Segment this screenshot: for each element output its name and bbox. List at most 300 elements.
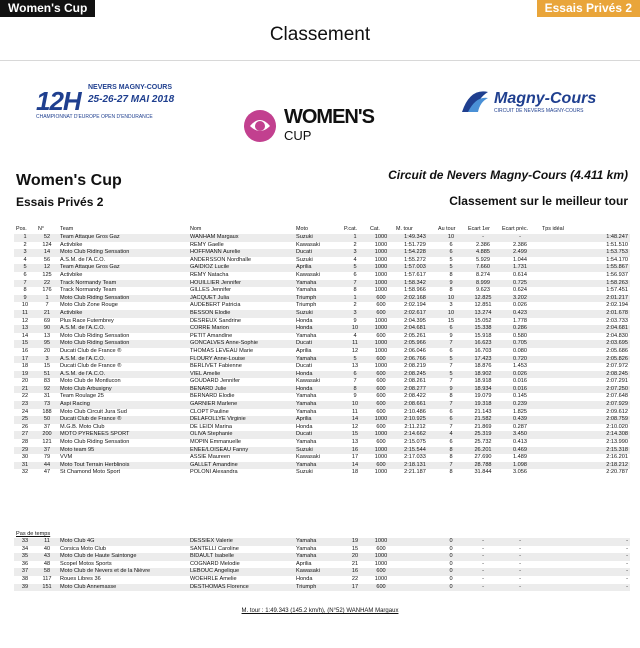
table-cell: 2:18.131 (394, 462, 436, 470)
table-row (14, 249, 630, 257)
table-cell: Moto Club Riding Sensation (58, 249, 188, 257)
table-cell: 7.660 (466, 264, 500, 272)
table-cell: 1000 (368, 340, 394, 348)
table-cell: 1:53.753 (540, 249, 630, 257)
table-cell: Ducati (294, 431, 342, 439)
table-cell: 0.439 (500, 416, 540, 424)
table-row (14, 340, 630, 348)
table-cell: - (466, 584, 500, 592)
table-cell: 600 (376, 332, 386, 339)
table-cell: - (519, 560, 521, 567)
table-cell: 0 (436, 538, 466, 546)
womens-cup-logo-line1: WOMEN'S (284, 106, 374, 128)
table-cell: GONCALVES Anne-Sophie (188, 340, 294, 348)
table-cell (394, 576, 436, 584)
table-cell: - (466, 553, 500, 561)
table-cell: 90 (36, 325, 58, 333)
table-cell: DELAFOLLYE Virginie (188, 416, 294, 424)
table-cell: 2:04.395 (404, 317, 426, 324)
table-cell: OLIVA Stephanie (188, 431, 294, 439)
table-cell: 2:09.612 (606, 408, 628, 415)
event-logo-dates: 25-26-27 MAI 2018 (88, 94, 175, 105)
table-cell: 1:57.451 (606, 287, 628, 294)
table-cell: 18.902 (466, 371, 500, 379)
table-row (14, 454, 630, 462)
table-cell: 2:01.217 (540, 295, 630, 303)
table-cell: 16.703 (474, 347, 492, 354)
table-row (14, 568, 630, 576)
table-cell (394, 553, 436, 561)
table-cell: 600 (368, 310, 394, 318)
table-cell: 8 (449, 287, 453, 294)
table-cell: 600 (376, 423, 386, 430)
table-cell: 1000 (374, 347, 388, 354)
table-cell: 3 (14, 249, 36, 257)
table-cell: 2:04.830 (606, 332, 628, 339)
table-cell: 1 (36, 295, 58, 303)
table-cell: Activbike (60, 271, 83, 278)
table-cell: 26 (21, 423, 29, 430)
table-row (14, 264, 630, 272)
table-cell: 2:02.168 (394, 295, 436, 303)
table-cell: 8 (436, 447, 466, 455)
table-row (14, 439, 630, 447)
table-cell: 1:57.617 (404, 271, 426, 278)
table-row (14, 348, 630, 356)
table-row (14, 318, 630, 326)
table-cell: Moto Club Zone Rouge (60, 302, 118, 309)
results-table (14, 224, 630, 477)
table-cell: 18 (21, 363, 29, 370)
circuit-emblem-icon (460, 86, 490, 116)
table-cell: Yamaha (294, 356, 342, 364)
table-cell: 3.056 (513, 469, 527, 476)
table-cell: 2 (353, 302, 357, 309)
table-cell: 7 (449, 423, 453, 430)
table-cell: 2:07.648 (606, 393, 628, 400)
table-cell: Moto Club de Nevers et de la Nièvre (58, 568, 188, 576)
table-cell: 13.274 (466, 310, 500, 318)
table-cell: 0.725 (500, 280, 540, 288)
table-cell: 35 (14, 553, 36, 561)
table-cell: Moto Club Riding Sensation (60, 332, 130, 339)
table-cell: 600 (368, 295, 394, 303)
table-cell: - (500, 234, 540, 242)
womens-cup-logo-line2: CUP (284, 128, 312, 143)
table-cell: 1 (342, 234, 368, 242)
table-cell: 4 (353, 256, 357, 263)
table-cell: 1.489 (513, 454, 527, 461)
table-cell: 0.239 (500, 401, 540, 409)
table-cell: 15 (14, 340, 36, 348)
table-cell: Aspi Racing (58, 401, 188, 409)
table-cell: Yamaha (296, 408, 317, 415)
table-cell: Yamaha (294, 462, 342, 470)
table-cell: 4 (353, 332, 357, 339)
table-cell: 2:06.766 (394, 356, 436, 364)
table-cell: 13 (351, 363, 359, 370)
table-cell: 8 (449, 454, 453, 461)
table-row (14, 584, 630, 592)
event-logo (36, 82, 206, 122)
table-cell: WOEHRLE Amelie (190, 575, 237, 582)
table-cell: 44 (36, 462, 58, 470)
table-cell: 2:02.617 (394, 310, 436, 318)
table-cell: Suzuki (296, 256, 313, 263)
table-cell: 2:05.261 (404, 332, 426, 339)
table-cell: 600 (368, 401, 394, 409)
table-cell (394, 584, 436, 592)
table-cell: 0.423 (500, 310, 540, 318)
table-cell: - (466, 538, 500, 546)
column-header: N° (38, 226, 45, 232)
table-cell: 188 (42, 408, 52, 415)
table-row (14, 325, 630, 333)
table-cell: Honda (296, 575, 313, 582)
table-cell: FLOURY Anne-Louise (188, 356, 294, 364)
table-cell: MOTO PYRENEES SPORT (58, 431, 188, 439)
table-cell: 1:58.342 (394, 280, 436, 288)
ranking-method: Classement sur le meilleur tour (449, 194, 628, 208)
table-cell: 1:55.272 (404, 256, 426, 263)
table-cell: 124 (42, 241, 52, 248)
table-cell: Suzuki (294, 447, 342, 455)
womens-cup-emblem-icon (240, 106, 280, 146)
table-cell: 15 (447, 317, 455, 324)
table-row (14, 424, 630, 432)
table-cell: Yamaha (296, 393, 317, 400)
column-header: Au tour (438, 226, 456, 232)
table-cell: 16.623 (466, 340, 500, 348)
table-cell: 56 (43, 256, 51, 263)
table-cell: 1000 (374, 560, 388, 567)
table-cell: 22 (36, 280, 58, 288)
table-cell: Honda (296, 423, 313, 430)
table-cell: 0.624 (513, 287, 527, 294)
table-cell: JACQUET Julia (188, 295, 294, 303)
table-cell: A.S.M. de l'A.C.O. (60, 256, 106, 263)
table-cell: 12 (351, 347, 359, 354)
table-cell: 2:15.075 (404, 439, 426, 446)
table-cell: Yamaha (294, 401, 342, 409)
document-title: Women's Cup (16, 172, 122, 189)
table-cell: Kawasaki (294, 568, 342, 576)
table-cell (394, 546, 436, 554)
table-cell: 2:21.187 (404, 469, 426, 476)
table-cell: 6 (449, 241, 453, 248)
table-cell: - (500, 568, 540, 576)
table-cell: 11 (14, 310, 36, 318)
table-cell: - (626, 560, 628, 567)
table-cell: Triumph (296, 302, 317, 309)
table-cell: 2:04.681 (394, 325, 436, 333)
table-cell: Track Normandy Team (60, 287, 117, 294)
table-cell: 1:56.937 (606, 271, 628, 278)
table-cell: 1000 (368, 538, 394, 546)
table-cell: HOUILLIER Jennifer (188, 280, 294, 288)
table-cell: DESTHOMAS Florence (188, 584, 294, 592)
table-cell: 26.201 (466, 447, 500, 455)
session-tag[interactable]: Essais Privés 2 (537, 0, 640, 17)
table-cell: 1.731 (500, 264, 540, 272)
table-cell: 21.143 (474, 408, 492, 415)
table-cell: 11 (36, 538, 58, 546)
table-cell: 1:51.510 (606, 241, 628, 248)
table-cell: 7 (436, 462, 466, 470)
table-cell: Team Attaque Gros Gaz (58, 234, 188, 242)
table-cell: Kawasaki (296, 454, 320, 461)
table-row (14, 416, 630, 424)
table-cell: 0.469 (500, 447, 540, 455)
table-cell: Triumph (294, 584, 342, 592)
table-row (14, 234, 630, 242)
table-cell: 0.614 (513, 271, 527, 278)
table-cell: 15 (342, 431, 368, 439)
table-cell: Corsica Moto Club (60, 545, 107, 552)
table-cell: 37 (36, 447, 58, 455)
table-cell: Team Roulage 25 (60, 393, 104, 400)
table-cell: 3.450 (500, 431, 540, 439)
table-cell: BESSON Elodie (188, 310, 294, 318)
table-cell: 600 (368, 371, 394, 379)
table-cell: 4.885 (466, 249, 500, 257)
table-cell: Yamaha (296, 545, 317, 552)
table-cell: 125 (42, 271, 52, 278)
table-cell: Scopel Motos Sports (60, 560, 112, 567)
table-cell: 3.202 (500, 295, 540, 303)
table-cell: Roues Libres 36 (60, 575, 101, 582)
table-cell: 121 (42, 439, 52, 446)
table-cell: Track Normandy Team (58, 280, 188, 288)
table-cell: 7 (45, 302, 49, 309)
table-cell: 1000 (374, 271, 388, 278)
table-cell: 22 (351, 575, 359, 582)
table-row (14, 295, 630, 303)
table-cell: 21.869 (474, 423, 492, 430)
table-cell (394, 561, 436, 569)
table-cell: 1:57.003 (394, 264, 436, 272)
table-cell: 48 (43, 560, 51, 567)
table-cell: REMY Gaelle (190, 241, 224, 248)
table-cell: 5 (342, 356, 368, 364)
table-cell: 1000 (374, 469, 388, 476)
table-cell: Ducati Club de France ® (58, 416, 188, 424)
table-cell: 2:07.972 (606, 363, 628, 370)
table-cell: 2:17.033 (404, 454, 426, 461)
table-cell: 1.044 (513, 256, 527, 263)
table-cell: 15.052 (474, 317, 492, 324)
table-cell: 43 (36, 553, 58, 561)
table-cell: - (466, 234, 500, 242)
top-bar (0, 0, 640, 18)
table-cell: 28 (21, 439, 29, 446)
table-cell: 16 (342, 568, 368, 576)
table-cell: 15 (43, 363, 51, 370)
table-cell: 9 (353, 393, 357, 400)
table-cell: 17.423 (466, 356, 500, 364)
table-cell: 19 (14, 371, 36, 379)
table-row (14, 242, 630, 250)
table-cell: Aprilia (294, 416, 342, 424)
table-cell: Kawasaki (296, 271, 320, 278)
table-cell: 1000 (368, 553, 394, 561)
table-cell: 2:16.201 (606, 454, 628, 461)
table-cell: 0.705 (500, 340, 540, 348)
table-cell: 0 (449, 575, 453, 582)
table-cell: 13 (14, 325, 36, 333)
womens-cup-logo (240, 102, 390, 154)
table-cell: - (540, 538, 630, 546)
table-cell: - (500, 538, 540, 546)
table-cell: 31 (43, 393, 51, 400)
table-cell: Moto Club Arbusigny (58, 386, 188, 394)
table-cell: CORRE Marion (188, 325, 294, 333)
table-cell: Moto Club 4G (58, 538, 188, 546)
table-cell: 9.623 (476, 287, 490, 294)
table-cell: THOMAS LEVEAU Marie (190, 347, 254, 354)
table-cell: 600 (376, 439, 386, 446)
table-cell: 5.929 (476, 256, 490, 263)
table-cell: - (466, 568, 500, 576)
table-row (14, 333, 630, 341)
table-cell: Yamaha (296, 439, 317, 446)
table-cell: 8 (23, 287, 27, 294)
table-cell: 25.732 (474, 439, 492, 446)
table-cell: 58 (36, 568, 58, 576)
table-cell: 79 (43, 454, 51, 461)
table-cell: 83 (43, 378, 51, 385)
table-cell: 1:54.228 (394, 249, 436, 257)
table-cell: ASSIE Maureen (190, 454, 231, 461)
table-cell: Moto team 95 (58, 447, 188, 455)
table-cell: 2:15.318 (540, 447, 630, 455)
table-cell: 0.580 (513, 332, 527, 339)
table-cell: 20 (342, 553, 368, 561)
table-cell: DE LEIDI Marina (190, 423, 232, 430)
table-cell: 2:07.291 (606, 378, 628, 385)
table-cell: 51 (36, 371, 58, 379)
table-cell: 7 (436, 401, 466, 409)
table-row (14, 310, 630, 318)
table-cell: 73 (36, 401, 58, 409)
table-cell: 2:14.308 (540, 431, 630, 439)
table-cell: Moto Tout Terrain Herblinois (58, 462, 188, 470)
table-cell: CLOPT Pauline (190, 408, 229, 415)
table-cell: 600 (376, 378, 386, 385)
table-cell: 38 (21, 575, 29, 582)
table-cell: 14 (342, 462, 368, 470)
table-cell: 8 (449, 271, 453, 278)
table-cell: MOPIN Emmanuelle (190, 439, 241, 446)
table-cell: Ducati Club de France ® (60, 347, 122, 354)
table-cell: 10 (436, 310, 466, 318)
table-cell: 10 (342, 401, 368, 409)
table-cell: 2:08.245 (394, 371, 436, 379)
table-cell: 9 (436, 280, 466, 288)
table-cell: 21 (351, 560, 359, 567)
table-cell: 29 (14, 447, 36, 455)
table-cell: 9 (14, 295, 36, 303)
table-cell: 2.386 (513, 241, 527, 248)
table-cell: 14 (342, 416, 368, 424)
table-cell: 1:54.170 (606, 256, 628, 263)
table-cell: 2:08.245 (540, 371, 630, 379)
table-cell: 1000 (374, 317, 388, 324)
table-cell: 9 (449, 332, 453, 339)
table-cell: 2:07.929 (540, 401, 630, 409)
table-cell: Yamaha (296, 287, 317, 294)
column-header: Tps idéal (542, 226, 564, 232)
table-cell: Ducati (294, 340, 342, 348)
table-cell: 19 (342, 538, 368, 546)
table-cell: 50 (36, 416, 58, 424)
column-header: Cat. (370, 226, 380, 232)
table-cell: 0.016 (513, 378, 527, 385)
table-cell: 31 (14, 462, 36, 470)
category-tag[interactable]: Women's Cup (0, 0, 95, 17)
table-cell: 19.079 (474, 393, 492, 400)
table-cell: 600 (368, 462, 394, 470)
table-cell: Suzuki (296, 469, 313, 476)
table-cell: 2:05.966 (394, 340, 436, 348)
table-cell: SANTELLI Caroline (190, 545, 239, 552)
table-cell: 19.318 (466, 401, 500, 409)
table-row (14, 401, 630, 409)
table-cell: - (519, 575, 521, 582)
table-cell: 2:05.686 (606, 347, 628, 354)
table-cell: 2:05.826 (540, 356, 630, 364)
table-cell: 2:11.212 (404, 423, 426, 430)
table-cell: Ducati Club de France ® (60, 363, 122, 370)
table-cell: 6 (436, 249, 466, 257)
table-cell: 2:10.925 (394, 416, 436, 424)
column-header: Ecart préc. (502, 226, 529, 232)
table-cell: 1000 (368, 447, 394, 455)
table-cell: 1000 (368, 249, 394, 257)
table-cell: BERLIVET Fabienne (190, 363, 242, 370)
table-cell: 2:06.046 (404, 347, 426, 354)
table-cell: Activbike (60, 241, 83, 248)
table-cell: 2:14.662 (394, 431, 436, 439)
table-cell: 600 (368, 584, 394, 592)
table-cell: 21 (14, 386, 36, 394)
table-cell: 12 (21, 317, 29, 324)
table-cell: Honda (294, 371, 342, 379)
page-title: Classement (269, 24, 371, 45)
table-cell: 5 (14, 264, 36, 272)
table-cell: 5 (436, 371, 466, 379)
table-cell: 25 (14, 416, 36, 424)
table-cell: 2:03.695 (540, 340, 630, 348)
table-cell: 0 (449, 545, 453, 552)
table-cell: 6 (23, 271, 27, 278)
table-cell: 16 (21, 347, 29, 354)
table-cell: 1000 (368, 280, 394, 288)
table-cell: 2:08.422 (404, 393, 426, 400)
table-row (14, 546, 630, 554)
table-cell: 3 (36, 356, 58, 364)
table-row (14, 538, 630, 546)
table-cell: Moto Club Riding Sensation (60, 439, 130, 446)
table-cell: 10 (21, 302, 29, 309)
table-cell: 2:08.759 (540, 416, 630, 424)
table-cell: 10 (436, 295, 466, 303)
table-cell: 600 (368, 386, 394, 394)
table-cell: 1000 (374, 287, 388, 294)
table-cell: - (482, 545, 484, 552)
table-cell: 7 (449, 363, 453, 370)
table-cell: 6 (342, 371, 368, 379)
